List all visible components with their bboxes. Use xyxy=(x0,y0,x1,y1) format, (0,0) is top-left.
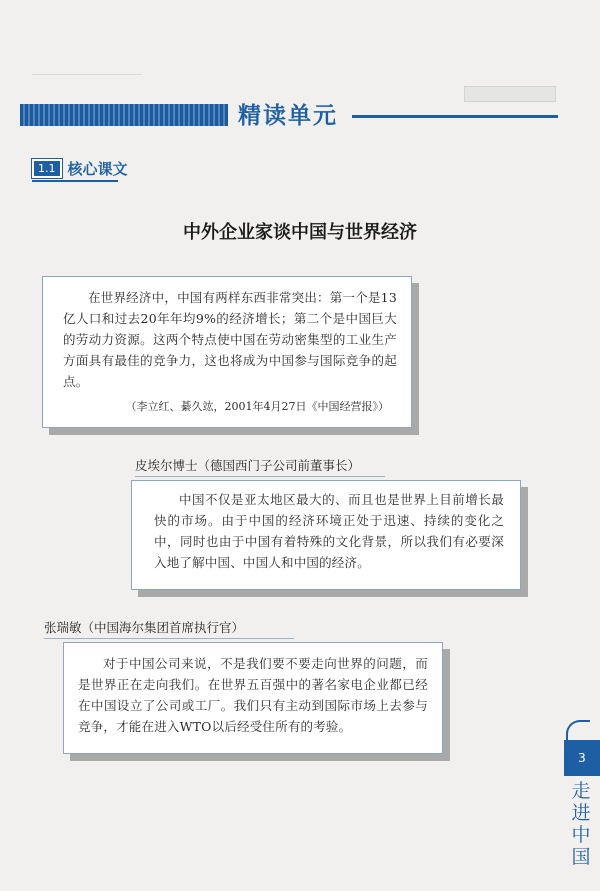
header-rule xyxy=(352,115,558,118)
quote-1-source: （李立红、綦久竑，2001年4月27日《中国经营报》） xyxy=(125,400,389,413)
page-number-badge: 3 xyxy=(564,740,600,776)
quote-2-text: 中国不仅是亚太地区最大的、而且也是世界上目前增长最快的市场。由于中国的经济环境正处于迅速、持续的变化之中，同时也由于中国有着特殊的文化背景，所以我们有必要深入地了解中国、中国人和中国的经济。 xyxy=(154,492,504,570)
section-heading xyxy=(32,158,128,179)
quote-1-text: 在世界经济中，中国有两样东西非常突出：第一个是13亿人口和过去20年年均9%的经济增长；第二个是中国巨大的劳动力资源。这两个特点使中国在劳动密集型的工业生产方面具有最佳的竞争力，这也将成为中国参与国际竞争的起点。 xyxy=(63,290,397,389)
speaker-1-label: 皮埃尔博士（德国西门子公司前董事长） xyxy=(135,456,385,477)
article-title: 中外企业家谈中国与世界经济 xyxy=(183,222,417,243)
quote-box-1 xyxy=(42,276,412,428)
section-title: 核心课文 xyxy=(67,160,128,178)
section-number-badge: 1.1 xyxy=(32,159,62,178)
quote-box-3 xyxy=(63,642,443,754)
faint-background-rule xyxy=(32,74,142,83)
side-chapter-label: 走进中国 xyxy=(571,780,591,868)
quote-3-text: 对于中国公司来说，不是我们要不要走向世界的问题，而是世界正在走向我们。在世界五百强中的著名家电企业都已经在中国设立了公司或工厂。我们只有主动到国际市场上去参与竞争，才能在进入WTO以后经受住所有的考验。 xyxy=(78,656,428,734)
speaker-2-label: 张瑞敏（中国海尔集团首席执行官） xyxy=(44,618,294,639)
section-underline xyxy=(32,180,118,182)
quote-box-2 xyxy=(131,480,521,590)
unit-title: 精读单元 xyxy=(228,97,348,130)
faint-background-tab xyxy=(464,86,556,102)
page-bracket-ornament xyxy=(566,720,590,742)
